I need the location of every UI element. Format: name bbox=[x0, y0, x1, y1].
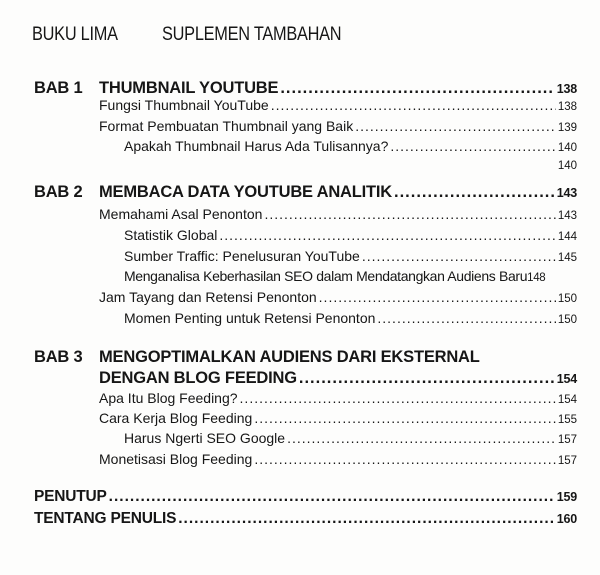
toc-entry: Jam Tayang dan Retensi Penonton ..... 150 bbox=[99, 289, 577, 305]
toc-entry: Sumber Traffic: Penelusuran YouTube ..... 145 bbox=[124, 248, 577, 264]
dot-leader bbox=[254, 451, 556, 467]
section-title: SUPLEMEN TAMBAHAN bbox=[162, 24, 342, 45]
book-label: BUKU LIMA bbox=[32, 24, 118, 45]
dot-leader bbox=[254, 410, 556, 426]
dot-leader bbox=[271, 97, 556, 113]
toc-entry: Format Pembuatan Thumbnail yang Baik ..... 139 bbox=[99, 118, 577, 134]
toc-entry: Statistik Global ..... 144 bbox=[124, 227, 577, 243]
penutup-label: PENUTUP bbox=[34, 488, 107, 505]
bab1-title-line bbox=[99, 79, 577, 98]
tentang-penulis-line bbox=[34, 510, 577, 528]
toc-entry: Apakah Thumbnail Harus Ada Tulisannya? ..... 140 bbox=[124, 138, 577, 154]
toc-entry: Apa Itu Blog Feeding? ..... 154 bbox=[99, 390, 577, 406]
toc-entry: Cara Kerja Blog Feeding ..... 155 bbox=[99, 410, 577, 426]
dot-leader bbox=[377, 310, 555, 326]
dot-leader bbox=[240, 390, 556, 406]
dot-leader bbox=[219, 227, 555, 243]
penutup-line bbox=[34, 488, 577, 506]
dot-leader bbox=[178, 510, 554, 528]
bab2-title-line bbox=[99, 183, 577, 202]
tentang-penulis-label: TENTANG PENULIS bbox=[34, 510, 177, 527]
dot-leader bbox=[362, 248, 556, 264]
dot-leader bbox=[390, 138, 555, 154]
bab3-label: BAB 3 bbox=[34, 348, 83, 366]
bab1-title: THUMBNAIL YOUTUBE bbox=[99, 79, 279, 97]
dot-leader bbox=[319, 289, 556, 305]
penutup-page: 159 bbox=[556, 490, 577, 504]
bab1-label: BAB 1 bbox=[34, 79, 83, 97]
dot-leader bbox=[280, 79, 554, 98]
toc-entry: Momen Penting untuk Retensi Penonton ..... 150 bbox=[124, 310, 577, 326]
toc-entry: Fungsi Thumbnail YouTube ..... 138 bbox=[99, 97, 577, 113]
toc-entry: Monetisasi Blog Feeding ..... 157 bbox=[99, 451, 577, 467]
bab2-page: 143 bbox=[556, 186, 577, 200]
bab3-page: 154 bbox=[556, 372, 577, 386]
toc-entry: Harus Ngerti SEO Google ..... 157 bbox=[124, 430, 577, 446]
dot-leader bbox=[355, 118, 556, 134]
dot-leader bbox=[264, 206, 555, 222]
bab2-label: BAB 2 bbox=[34, 183, 83, 201]
dot-leader bbox=[109, 488, 555, 506]
dot-leader bbox=[287, 430, 556, 446]
tentang-penulis-page: 160 bbox=[556, 512, 577, 526]
dot-leader bbox=[299, 369, 555, 388]
dot-leader bbox=[394, 183, 555, 202]
toc-entry: 140 bbox=[557, 160, 577, 172]
bab3-title-line1: MENGOPTIMALKAN AUDIENS DARI EKSTERNAL bbox=[99, 348, 480, 366]
bab3-title-line2: DENGAN BLOG FEEDING bbox=[99, 369, 297, 387]
toc-entry: Menganalisa Keberhasilan SEO dalam Mendatangkan Audiens Baru 148 bbox=[124, 268, 546, 284]
toc-entry: Memahami Asal Penonton ..... 143 bbox=[99, 206, 577, 222]
bab1-page: 138 bbox=[556, 82, 577, 96]
bab2-title: MEMBACA DATA YOUTUBE ANALITIK bbox=[99, 183, 393, 201]
bab3-title-line bbox=[99, 369, 577, 388]
